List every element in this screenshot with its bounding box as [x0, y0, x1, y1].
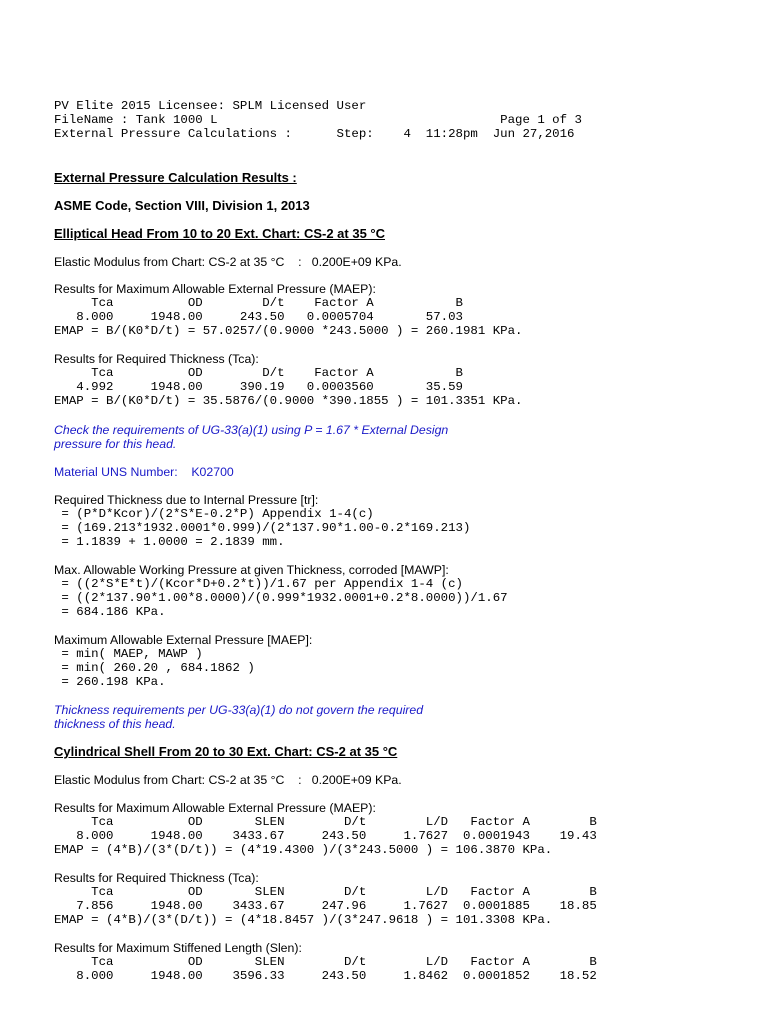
table-header-row: Tca OD SLEN D/t L/D Factor A B: [54, 885, 597, 899]
table-header-row: Tca OD SLEN D/t L/D Factor A B: [54, 955, 597, 969]
report-header: [54, 99, 582, 141]
formula-line: = 1.1839 + 1.0000 = 2.1839 mm.: [54, 535, 285, 549]
table-row: 8.000 1948.00 3433.67 243.50 1.7627 0.0001943 19.43: [54, 829, 597, 843]
shell-maep-table: [54, 815, 597, 857]
step-line: External Pressure Calculations : Step: 4 11:28pm Jun 27,2016: [54, 127, 575, 141]
shell-maep-label: Results for Maximum Allowable External Pressure (MAEP):: [54, 801, 376, 815]
emap-formula: EMAP = B/(K0*D/t) = 35.5876/(0.9000 *390.1855 ) = 101.3351 KPa.: [54, 394, 523, 408]
formula-line: = ((2*137.90*1.00*8.0000)/(0.999*1932.0001+0.2*8.0000))/1.67: [54, 591, 508, 605]
head-maep-table: [54, 296, 522, 338]
head-section-heading: Elliptical Head From 10 to 20 Ext. Chart: CS-2 at 35 °C: [54, 226, 386, 241]
table-header-row: Tca OD D/t Factor A B: [54, 366, 463, 380]
formula-line: = 684.186 KPa.: [54, 605, 166, 619]
shell-elastic-modulus: Elastic Modulus from Chart: CS-2 at 35 °C : 0.200E+09 KPa.: [54, 773, 402, 787]
emap-formula: EMAP = (4*B)/(3*(D/t)) = (4*19.4300 )/(3*243.5000 ) = 106.3870 KPa.: [54, 843, 553, 857]
head-maep-label: Results for Maximum Allowable External Pressure (MAEP):: [54, 282, 376, 296]
table-header-row: Tca OD D/t Factor A B: [54, 296, 463, 310]
shell-section-heading: Cylindrical Shell From 20 to 30 Ext. Chart: CS-2 at 35 °C: [54, 744, 398, 759]
shell-req-label: Results for Required Thickness (Tca):: [54, 871, 259, 885]
page-title: External Pressure Calculation Results :: [54, 170, 297, 185]
emap-formula: EMAP = (4*B)/(3*(D/t)) = (4*18.8457 )/(3*247.9618 ) = 101.3308 KPa.: [54, 913, 553, 927]
maep-min-formula: [54, 647, 255, 689]
formula-line: = ((2*S*E*t)/(Kcor*D+0.2*t))/1.67 per Appendix 1-4 (c): [54, 577, 463, 591]
formula-line: = min( MAEP, MAWP ): [54, 647, 203, 661]
table-header-row: Tca OD SLEN D/t L/D Factor A B: [54, 815, 597, 829]
check-line: Check the requirements of UG-33(a)(1) using P = 1.67 * External Design: [54, 423, 449, 437]
code-reference: ASME Code, Section VIII, Division 1, 2013: [54, 198, 310, 213]
note-line: thickness of this head.: [54, 717, 176, 731]
shell-stiffened-label: Results for Maximum Stiffened Length (Slen):: [54, 941, 302, 955]
filename-line: FileName : Tank 1000 L Page 1 of 3: [54, 113, 582, 127]
material-uns-number: Material UNS Number: K02700: [54, 465, 234, 479]
formula-line: = 260.198 KPa.: [54, 675, 166, 689]
head-req-table: [54, 366, 522, 408]
maep-min-label: Maximum Allowable External Pressure [MAEP]:: [54, 633, 313, 647]
table-row: 8.000 1948.00 3596.33 243.50 1.8462 0.0001852 18.52: [54, 969, 597, 983]
tr-formula: [54, 507, 470, 549]
licensee-line: PV Elite 2015 Licensee: SPLM Licensed User: [54, 99, 367, 113]
head-elastic-modulus: Elastic Modulus from Chart: CS-2 at 35 °C : 0.200E+09 KPa.: [54, 255, 402, 269]
mawp-label: Max. Allowable Working Pressure at given Thickness, corroded [MAWP]:: [54, 563, 449, 577]
table-row: 4.992 1948.00 390.19 0.0003560 35.59: [54, 380, 463, 394]
formula-line: = (169.213*1932.0001*0.999)/(2*137.90*1.00-0.2*169.213): [54, 521, 471, 535]
mawp-formula: [54, 577, 508, 619]
formula-line: = (P*D*Kcor)/(2*S*E-0.2*P) Appendix 1-4(c): [54, 507, 374, 521]
tr-label: Required Thickness due to Internal Pressure [tr]:: [54, 493, 319, 507]
ug33-check-note: [54, 423, 448, 451]
shell-stiffened-table: [54, 955, 597, 983]
table-row: 7.856 1948.00 3433.67 247.96 1.7627 0.0001885 18.85: [54, 899, 597, 913]
check-line: pressure for this head.: [54, 437, 177, 451]
note-line: Thickness requirements per UG-33(a)(1) do not govern the required: [54, 703, 424, 717]
head-req-label: Results for Required Thickness (Tca):: [54, 352, 259, 366]
emap-formula: EMAP = B/(K0*D/t) = 57.0257/(0.9000 *243.5000 ) = 260.1981 KPa.: [54, 324, 523, 338]
table-row: 8.000 1948.00 243.50 0.0005704 57.03: [54, 310, 463, 324]
shell-req-table: [54, 885, 597, 927]
thickness-note: [54, 703, 423, 731]
formula-line: = min( 260.20 , 684.1862 ): [54, 661, 255, 675]
